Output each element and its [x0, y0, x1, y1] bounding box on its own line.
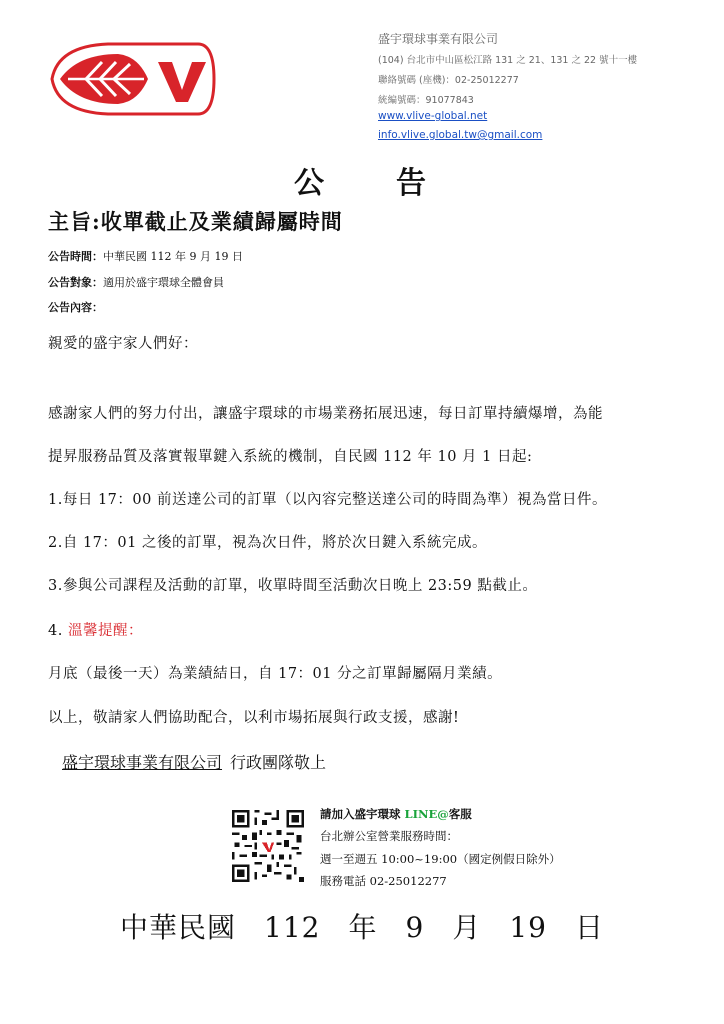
notice-target	[48, 274, 224, 290]
footer-month-unit: 月	[452, 911, 482, 944]
footer-day-unit: 日	[574, 911, 604, 944]
office-hours: 週一至週五 10:00~19:00（國定例假日除外）	[320, 852, 561, 866]
month-end-note: 月底（最後一天）為業績結日，自 17：01 分之訂單歸屬隔月業績。	[48, 666, 503, 682]
signature	[62, 750, 326, 773]
notice-target-label: 公告對象：	[48, 276, 103, 289]
list-item-2: 2.自 17：01 之後的訂單，視為次日件，將於次日鍵入系統完成。	[48, 535, 487, 551]
footer-era: 中華民國	[120, 911, 237, 944]
list-item-4	[48, 619, 143, 640]
notice-subject: 主旨:收單截止及業績歸屬時間	[48, 209, 343, 234]
title-left: 公	[294, 166, 328, 201]
paragraph-2: 提昇服務品質及落實報單鍵入系統的機制，自民國 112 年 10 月 1 日起:	[48, 449, 533, 465]
notice-target-value: 適用於盛宇環球全體會員	[103, 276, 224, 289]
list-item-3: 3.參與公司課程及活動的訂單，收單時間至活動次日晚上 23:59 點截止。	[48, 578, 538, 594]
footer-month: 9	[405, 911, 425, 944]
header-phone: 聯絡號碼 (座機)：02-25012277	[378, 75, 519, 86]
line-join-prefix: 請加入盛宇環球	[320, 807, 405, 821]
footer-day: 19	[509, 911, 547, 944]
line-qr-code[interactable]	[232, 810, 304, 882]
line-join-suffix: 客服	[448, 807, 472, 821]
footer-date	[0, 906, 724, 946]
line-join-text	[320, 806, 472, 822]
header-website-link[interactable]: www.vlive-global.net	[378, 110, 488, 122]
header-email-link[interactable]: info.vlive.global.tw@gmail.com	[378, 129, 543, 141]
signature-company: 盛宇環球事業有限公司	[62, 753, 223, 772]
notice-time	[48, 248, 243, 264]
footer-year-unit: 年	[348, 911, 378, 944]
notice-content-label: 公告內容：	[48, 301, 103, 314]
closing-text: 以上，敬請家人們協助配合，以利市場拓展與行政支援，感謝!	[48, 710, 460, 726]
page-title	[0, 158, 724, 202]
warm-reminder-label: 溫馨提醒：	[67, 623, 143, 639]
signature-team: 行政團隊敬上	[230, 753, 327, 772]
notice-time-label: 公告時間：	[48, 250, 103, 263]
footer-year: 112	[264, 911, 321, 944]
list-item-1: 1.每日 17：00 前送達公司的訂單（以內容完整送達公司的時間為準）視為當日件。	[48, 492, 607, 508]
service-phone: 服務電話 02-25012277	[320, 874, 447, 888]
greeting: 親愛的盛宇家人們好：	[48, 336, 198, 352]
line-brand: LINE@	[404, 807, 449, 821]
office-hours-label: 台北辦公室營業服務時間：	[320, 829, 458, 843]
header-address: (104) 台北市中山區松江路 131 之 21、131 之 22 號十一樓	[378, 55, 638, 66]
list-item-4-number: 4.	[48, 623, 63, 639]
notice-time-value: 中華民國 112 年 9 月 19 日	[103, 250, 243, 263]
paragraph-1: 感謝家人們的努力付出，讓盛宇環球的市場業務拓展迅速，每日訂單持續爆增，為能	[48, 406, 603, 422]
company-logo	[48, 40, 216, 118]
title-right: 告	[396, 166, 430, 201]
header-company-name: 盛宇環球事業有限公司	[378, 32, 499, 46]
header-tax-id: 統編號碼：91077843	[378, 95, 474, 106]
